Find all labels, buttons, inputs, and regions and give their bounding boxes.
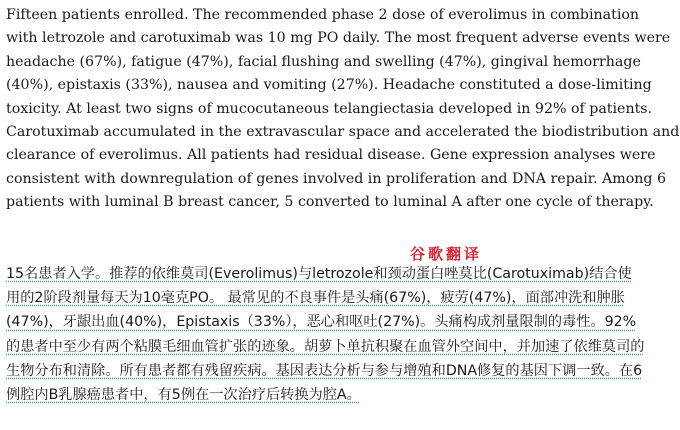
english-line-3: headache (67%), fatigue (47%), facial flushing and swelling (47%), gingival hemorrhage <box>6 53 641 70</box>
english-line-9: patients with luminal B breast cancer, 5 converted to luminal A after one cycle of therapy. <box>6 194 654 211</box>
english-line-1: Fifteen patients enrolled. The recommended phase 2 dose of everolimus in combination <box>6 7 640 23</box>
english-abstract-paragraph <box>6 4 678 215</box>
chinese-line-6: 例腔内B乳腺癌患者中，有5例在一次治疗后转换为腔A。 <box>6 386 361 403</box>
chinese-line-4: 的患者中至少有两个粘膜毛细血管扩张的迹象。胡萝卜单抗积聚在血管外空间中，并加速了依维莫司的 <box>6 338 645 355</box>
chinese-line-1: 15名患者入学。推荐的依维莫司(Everolimus)与letrozole和颈动蛋白唑莫比(Carotuximab)结合使 <box>6 266 632 282</box>
english-line-2: with letrozole and carotuximab was 10 mg PO daily. The most frequent adverse events were <box>6 30 671 47</box>
english-line-7: clearance of everolimus. All patients had residual disease. Gene expression analyses were <box>6 147 656 164</box>
chinese-line-3: (47%)，牙龈出血(40%)，Epistaxis（33%），恶心和呕吐(27%)。头痛构成剂量限制的毒性。92% <box>6 314 637 331</box>
english-line-8: consistent with downregulation of genes involved in proliferation and DNA repair. Among 6 <box>6 170 667 187</box>
chinese-line-5: 生物分布和清除。所有患者都有残留疾病。基因表达分析与参与增殖和DNA修复的基因下调一致。在6 <box>6 362 643 379</box>
english-line-4: (40%), epistaxis (33%), nausea and vomiting (27%). Headache constituted a dose-limiting <box>6 77 652 94</box>
chinese-translation-paragraph <box>6 262 678 407</box>
chinese-line-2: 用的2阶段剂量每天为10毫克PO。 最常见的不良事件是头痛(67%)，疲劳(47%)，面部冲洗和肿胀 <box>6 290 625 307</box>
google-translate-watermark: 谷歌翻译 <box>410 245 483 263</box>
english-line-6: Carotuximab accumulated in the extravascular space and accelerated the biodistribution and <box>6 123 680 140</box>
english-line-5: toxicity. At least two signs of mucocutaneous telangiectasia developed in 92% of patients. <box>6 100 653 117</box>
